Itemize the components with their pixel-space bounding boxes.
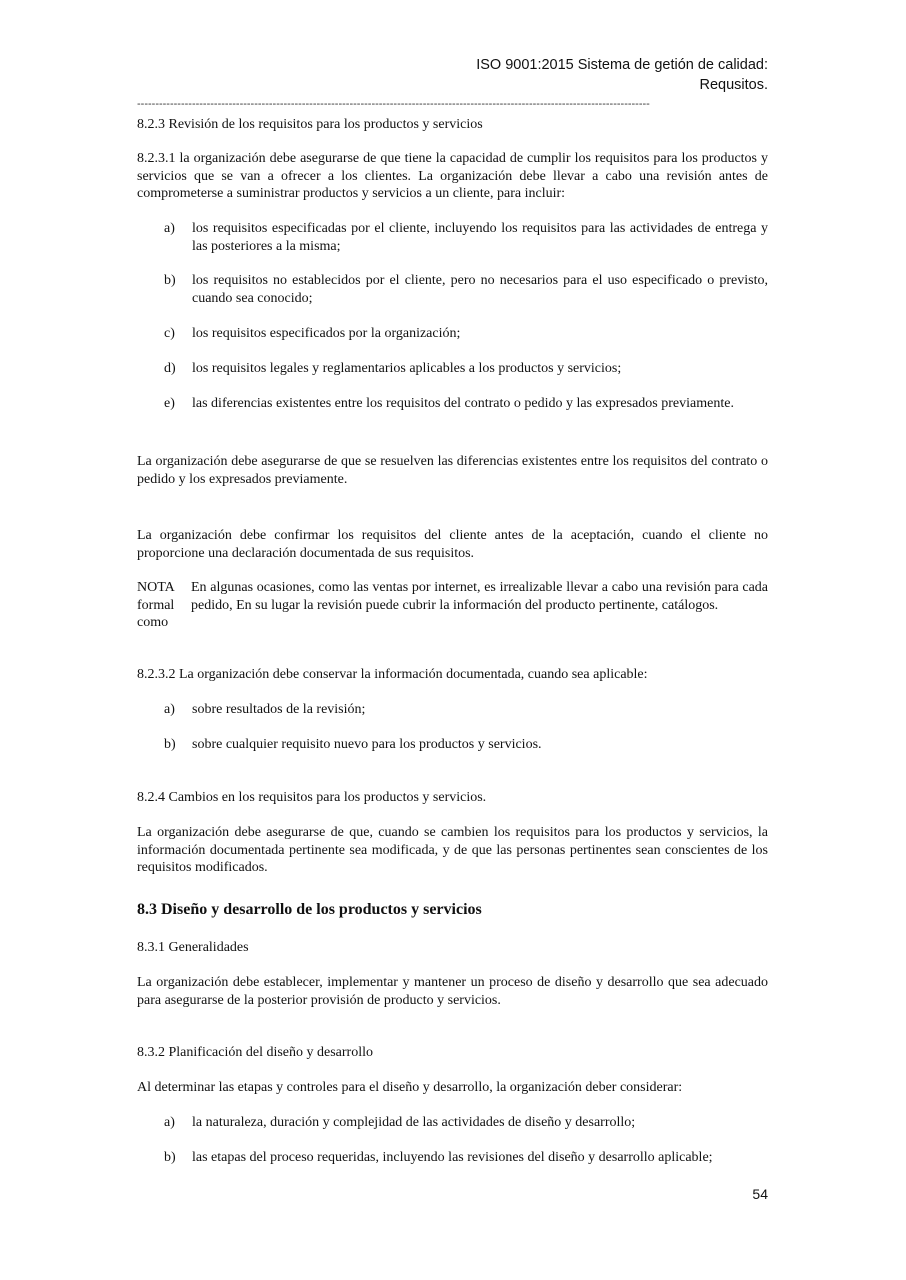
list-marker: c): [164, 326, 175, 341]
paragraph-8-2-3-1: 8.2.3.1 la organización debe asegurarse de que tiene la capacidad de cumplir los requisitos para los productos y servicios que se van a ofrecer a los clientes. La organización debe llevar a cabo una revisión antes de comprometerse a suministrar productos y servicios a un cliente, para incluir:: [137, 151, 768, 201]
list-item: [164, 395, 768, 413]
note-label: NOTA formal como: [137, 580, 175, 630]
paragraph-8-2-4: La organización debe asegurarse de que, cuando se cambien los requisitos para los productos y servicios, la información documentada pertinente sea modificada, y de que las personas pertinentes sean conscientes de los requisitos modificados.: [137, 825, 768, 875]
note-text: En algunas ocasiones, como las ventas por internet, es irrealizable llevar a cabo una revisión para cada pedido, En su lugar la revisión puede cubrir la información del producto pertinente, catálogos.: [191, 580, 768, 613]
page-header: [476, 55, 768, 95]
paragraph-8-3-2: Al determinar las etapas y controles para el diseño y desarrollo, la organización deber considerar:: [137, 1080, 683, 1095]
list-item: [164, 272, 768, 307]
paragraph-differences: La organización debe asegurarse de que se resuelven las diferencias existentes entre los requisitos del contrato o pedido y los expresados previamente.: [137, 454, 768, 487]
paragraph-8-2-3-2: 8.2.3.2 La organización debe conservar la información documentada, cuando sea aplicable:: [137, 667, 648, 682]
list-item: [164, 701, 768, 719]
header-divider: --------------------------------------------------------------------------------------------------------------------------------------------: [137, 98, 650, 110]
list-marker: b): [164, 273, 176, 288]
list-item-text: los requisitos legales y reglamentarios aplicables a los productos y servicios;: [192, 361, 622, 376]
list-marker: a): [164, 702, 175, 717]
section-heading-8-3: 8.3 Diseño y desarrollo de los productos y servicios: [137, 901, 482, 918]
list-marker: b): [164, 737, 176, 752]
list-item-text: la naturaleza, duración y complejidad de las actividades de diseño y desarrollo;: [192, 1115, 636, 1130]
list-item-text: los requisitos especificadas por el cliente, incluyendo los requisitos para las actividades de entrega y las posteriores a la misma;: [192, 221, 768, 254]
list-item: [164, 360, 768, 378]
list-item-text: las diferencias existentes entre los requisitos del contrato o pedido y las expresados previamente.: [192, 396, 734, 411]
list-item: [164, 220, 768, 255]
list-item: [164, 1149, 768, 1167]
list-item: [164, 325, 768, 343]
list-item-text: las etapas del proceso requeridas, incluyendo las revisiones del diseño y desarrollo aplicable;: [192, 1150, 713, 1165]
section-title-8-2-3: 8.2.3 Revisión de los requisitos para los productos y servicios: [137, 117, 483, 132]
section-title-8-3-2: 8.3.2 Planificación del diseño y desarrollo: [137, 1045, 373, 1060]
list-item: [164, 1114, 768, 1132]
section-title-8-3-1: 8.3.1 Generalidades: [137, 940, 249, 955]
list-item: [164, 736, 768, 754]
list-item-text: sobre cualquier requisito nuevo para los productos y servicios.: [192, 737, 542, 752]
list-marker: a): [164, 221, 175, 236]
list-item-text: los requisitos especificados por la organización;: [192, 326, 461, 341]
list-marker: e): [164, 396, 175, 411]
list-marker: b): [164, 1150, 176, 1165]
page-number: 54: [752, 1186, 768, 1202]
note-block: [137, 579, 768, 630]
paragraph-confirm: La organización debe confirmar los requisitos del cliente antes de la aceptación, cuando el cliente no proporcione una declaración documentada de sus requisitos.: [137, 528, 768, 561]
list-marker: a): [164, 1115, 175, 1130]
list-item-text: los requisitos no establecidos por el cliente, pero no necesarios para el uso especificado o previsto, cuando sea conocido;: [192, 273, 768, 306]
list-marker: d): [164, 361, 176, 376]
header-title-line2: Requsitos.: [699, 77, 768, 93]
paragraph-8-3-1: La organización debe establecer, implementar y mantener un proceso de diseño y desarrollo que sea adecuado para asegurarse de la posterior provisión de producto y servicios.: [137, 975, 768, 1008]
section-title-8-2-4: 8.2.4 Cambios en los requisitos para los productos y servicios.: [137, 790, 487, 805]
header-title-line1: ISO 9001:2015 Sistema de getión de calidad:: [476, 57, 768, 73]
list-item-text: sobre resultados de la revisión;: [192, 702, 366, 717]
